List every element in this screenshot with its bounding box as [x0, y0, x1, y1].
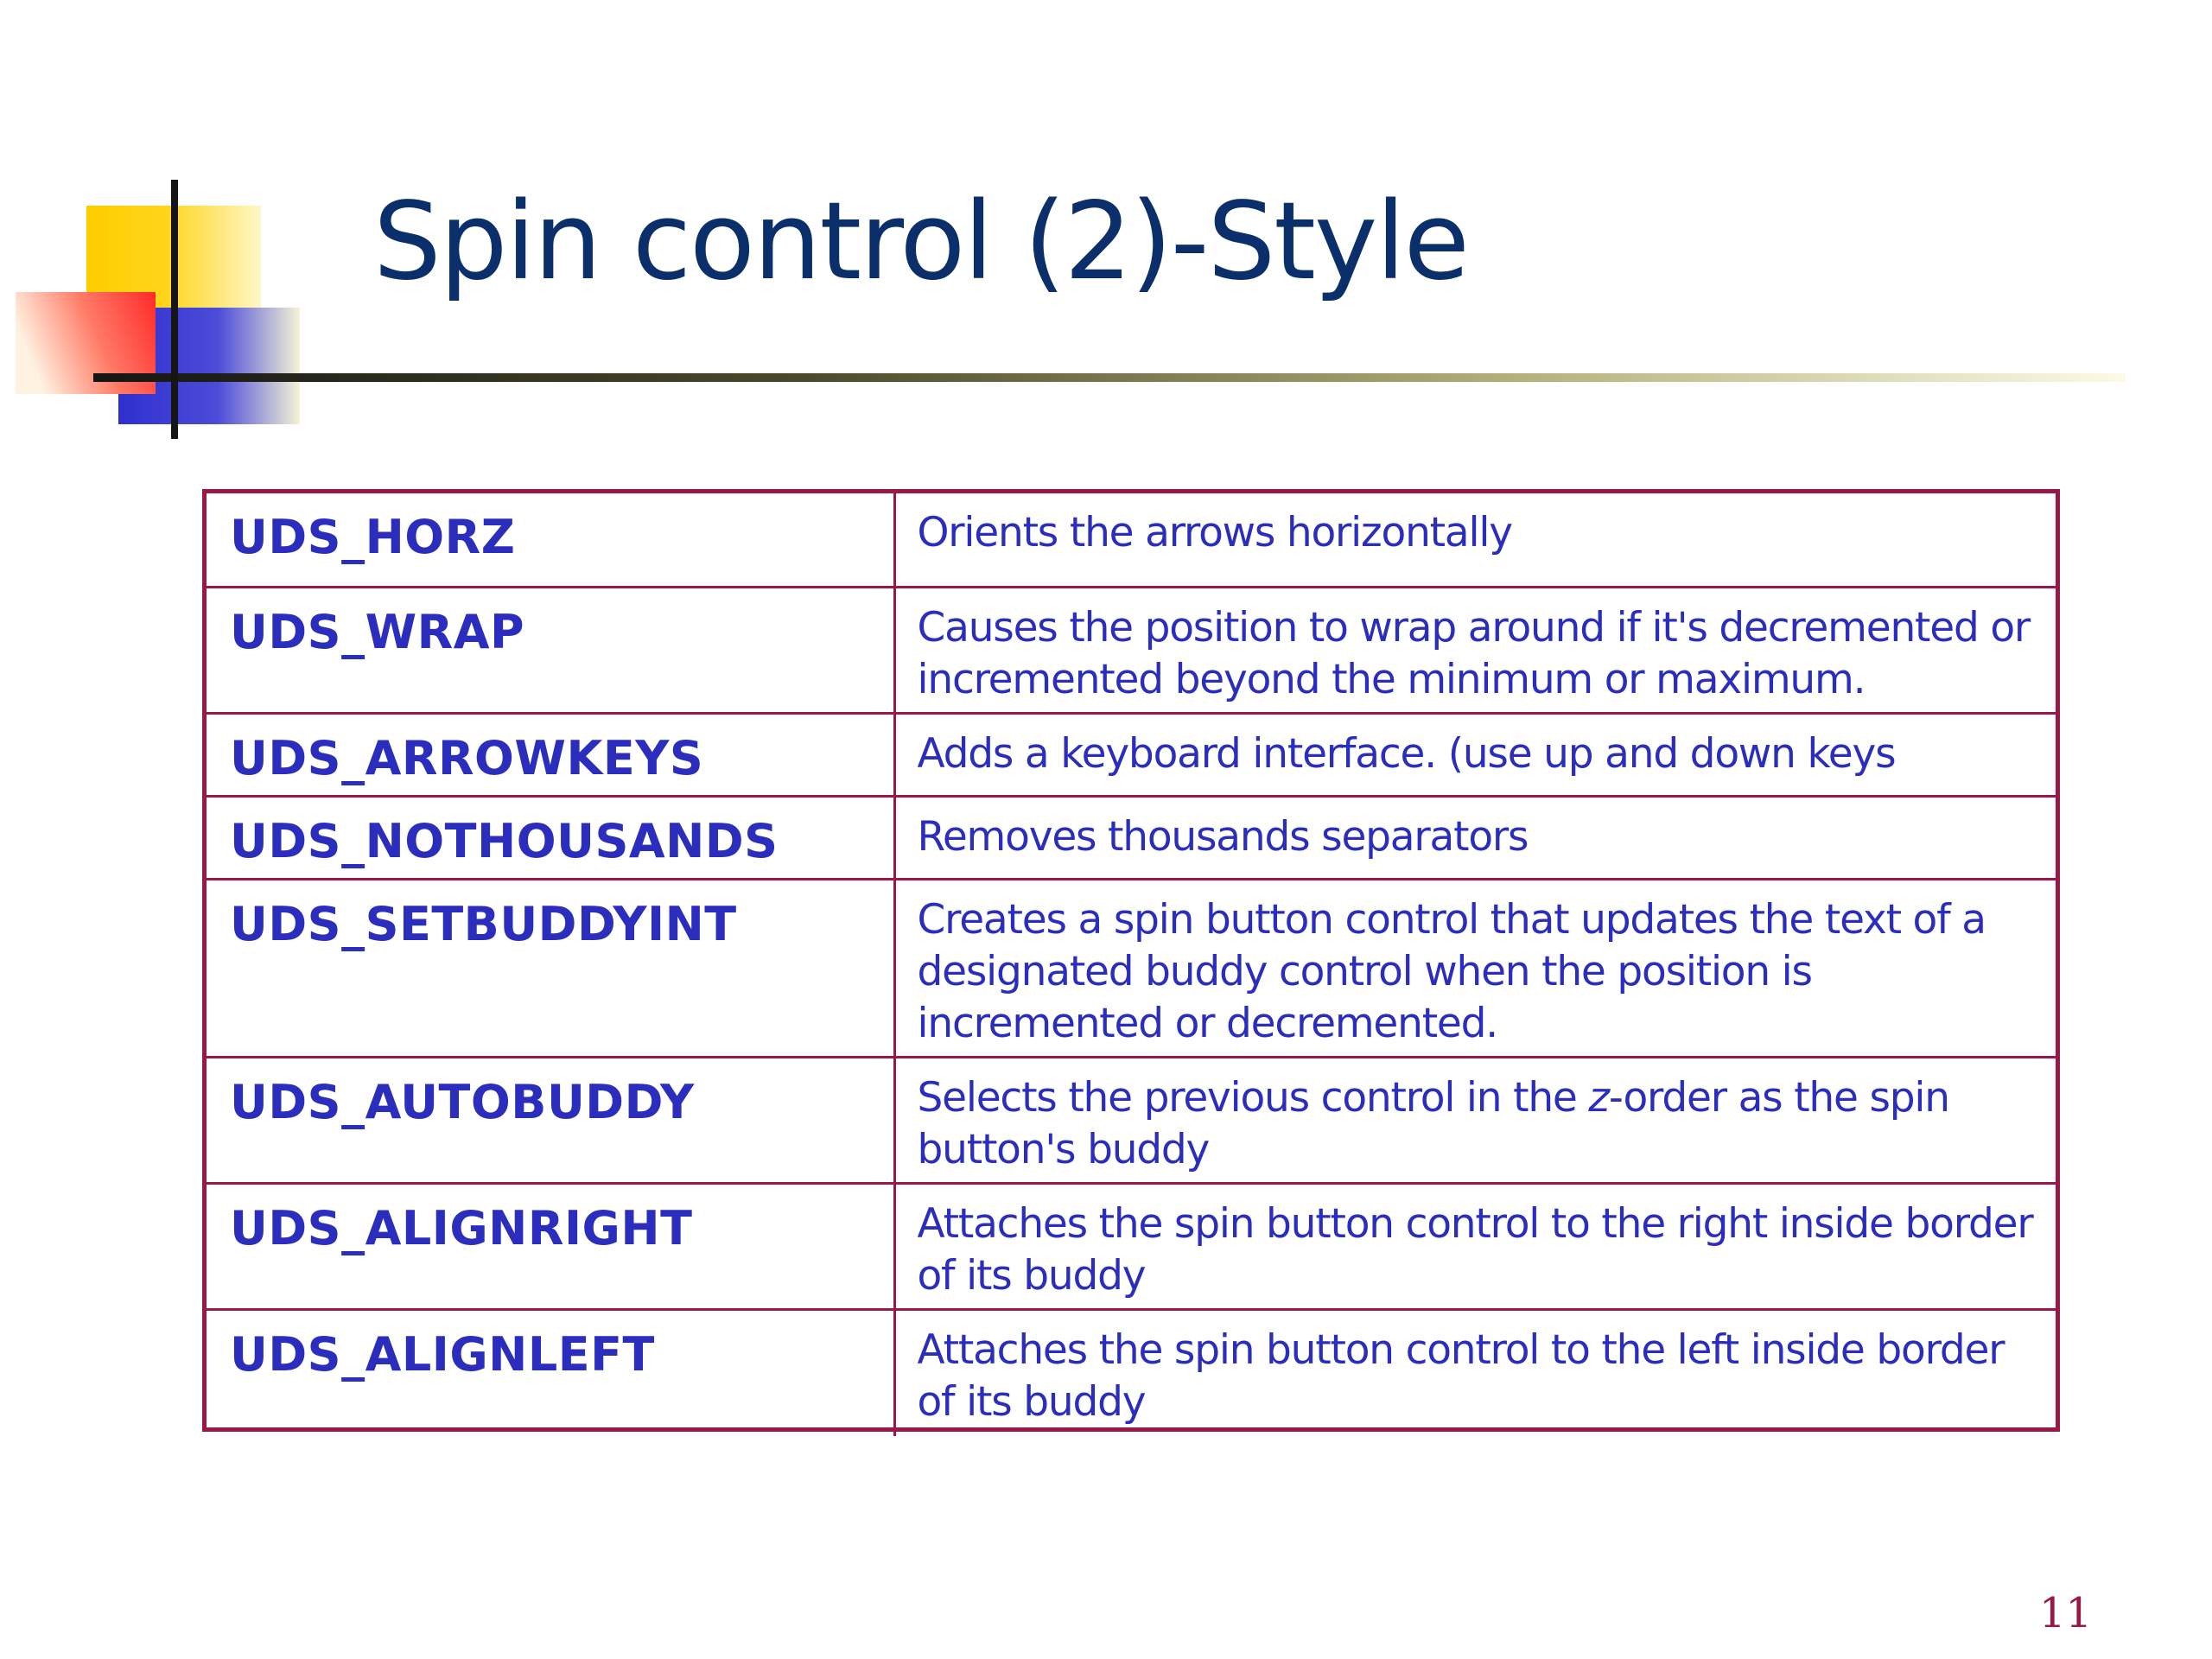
style-name-cell: UDS_ARROWKEYS [207, 713, 894, 796]
style-description-cell [894, 1057, 2056, 1183]
style-name-cell: UDS_SETBUDDYINT [207, 879, 894, 1057]
table-row [207, 879, 2056, 1057]
style-name-cell: UDS_HORZ [207, 493, 894, 587]
slide-title: Spin control (2)-Style [373, 180, 1468, 304]
table-row [207, 713, 2056, 796]
style-name-cell: UDS_NOTHOUSANDS [207, 796, 894, 879]
styles-table [202, 489, 2060, 1432]
style-name-cell: UDS_ALIGNRIGHT [207, 1183, 894, 1309]
style-description-cell: Adds a keyboard interface. (use up and down keys [894, 713, 2056, 796]
description-text-before: Selects the previous control in the [917, 1073, 1589, 1122]
page-number: 11 [2039, 1589, 2093, 1637]
style-name-cell: UDS_AUTOBUDDY [207, 1057, 894, 1183]
style-description-cell: Orients the arrows horizontally [917, 509, 1512, 556]
table-row [207, 1309, 2056, 1436]
table-row [207, 493, 2056, 587]
table-row [207, 1057, 2056, 1183]
deco-vertical-rule [171, 180, 178, 439]
deco-horizontal-rule [93, 373, 2126, 382]
description-text-after: -order as the spin button's buddy [917, 1073, 1949, 1173]
style-name-cell: UDS_ALIGNLEFT [207, 1309, 894, 1436]
style-description-cell: Creates a spin button control that updates the text of a designated buddy control when the position is incremented or decremented. [894, 879, 2056, 1057]
styles-table-grid [207, 493, 2056, 1436]
style-description-cell: Removes thousands separators [894, 796, 2056, 879]
table-row [207, 1183, 2056, 1309]
style-description-cell: Attaches the spin button control to the right inside border of its buddy [894, 1183, 2056, 1309]
style-name-cell: UDS_WRAP [207, 587, 894, 713]
table-row [207, 587, 2056, 713]
description-z-italic: z [1588, 1073, 1609, 1122]
style-description-cell: Attaches the spin button control to the left inside border of its buddy [894, 1309, 2056, 1436]
table-row [207, 796, 2056, 879]
style-description-cell: Causes the position to wrap around if it's decremented or incremented beyond the minimum or maximum. [894, 587, 2056, 713]
